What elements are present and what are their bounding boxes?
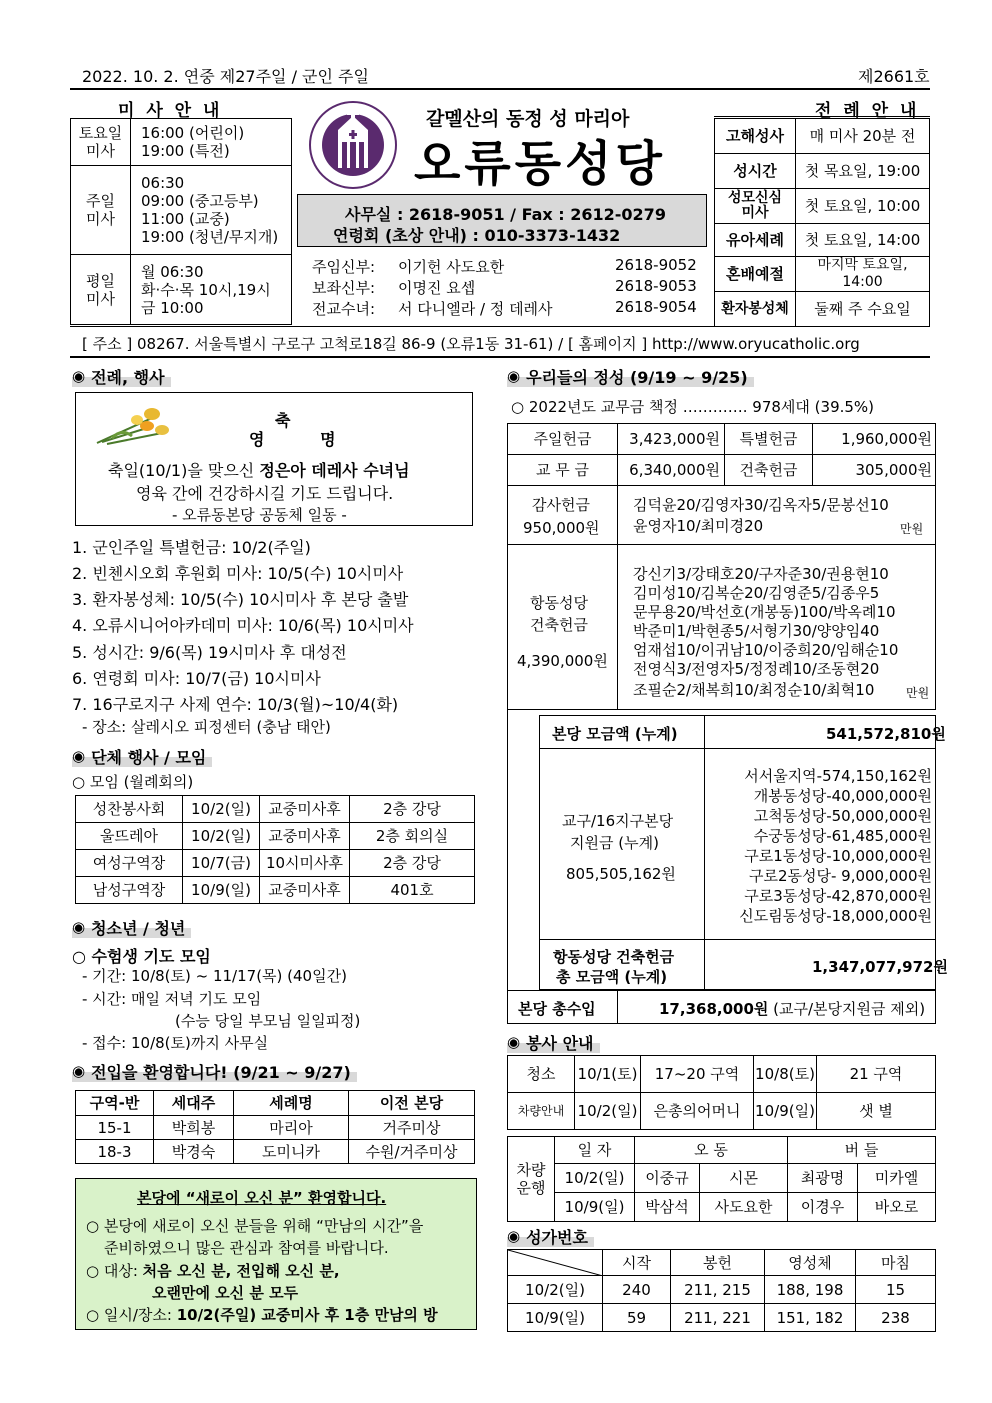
support-item: 수궁동성당-61,485,000원 (753, 827, 932, 845)
section-bullet-icon: ◉ (72, 747, 86, 765)
welcome-cell: 도미니카 (234, 1140, 349, 1164)
offering-cell (813, 424, 936, 455)
hymn-cell: 10/9(일) (508, 1304, 603, 1332)
hymn-cell: 59 (603, 1304, 671, 1332)
section-service (507, 1031, 600, 1053)
grand-total-label: 항동성당 건축헌금 (553, 948, 675, 966)
parish-name: 오류동성당 (414, 136, 666, 192)
liturgy-value: 첫 토요일, 10:00 (796, 189, 930, 224)
newcomer-line: 준비하였으니 많은 관심과 참여를 바랍니다. (104, 1239, 389, 1257)
offering-table-top (507, 423, 936, 486)
liturgy-key: 혼배예절 (715, 257, 796, 292)
support-item: 구로2동성당- 9,000,000원 (748, 867, 932, 885)
group-cell: 10/2(일) (183, 796, 260, 823)
hymn-corner (508, 1250, 603, 1276)
congrats-line-1 (108, 458, 410, 481)
liturgy-key: 고해성사 (715, 119, 796, 154)
offering-cell: 주일헌금 (508, 424, 618, 455)
liturgy-title: 전 례 안 내 (815, 101, 920, 121)
building-names: 김미성10/김복순20/김영준5/김종우5 (633, 584, 880, 602)
youth-subtitle: ○ 수험생 기도 모임 (72, 947, 211, 966)
service-cell: 차량안내 (508, 1093, 575, 1130)
driving-cell: 사도요한 (700, 1193, 788, 1222)
congrats-honoree: 정은아 데레사 수녀님 (259, 461, 410, 480)
service-table (507, 1055, 936, 1130)
staff-name: 서 다니엘라 / 정 데레사 (398, 300, 553, 318)
group-cell: 남성구역장 (76, 877, 183, 904)
driving-header: 버 들 (788, 1137, 936, 1164)
hymn-cell: 211, 221 (671, 1304, 765, 1332)
unit-label: 만원 (900, 522, 924, 536)
offering-cell: 건축헌금 (725, 455, 813, 486)
building-names: 박준미1/박현종5/서형기30/양양임40 (633, 622, 880, 640)
income-value (659, 998, 925, 1019)
service-cell: 10/8(토) (754, 1056, 817, 1093)
grand-total-divider (704, 940, 705, 990)
support-amount: 805,505,162원 (566, 865, 676, 883)
staff-phone: 2618-9054 (615, 298, 697, 316)
hymn-header: 봉헌 (671, 1250, 765, 1276)
welcome-cell: 18-3 (76, 1140, 154, 1164)
offering-cell (618, 455, 725, 486)
driving-cell: 10/2(일) (555, 1164, 635, 1193)
hymn-cell: 238 (856, 1304, 936, 1332)
newcomer-title: 본당에 “새로이 오신 분” 환영합니다. (137, 1189, 387, 1207)
hymn-cell: 240 (603, 1276, 671, 1304)
groups-subtitle: ○ 모임 (월례회의) (72, 773, 194, 791)
issue-date: 2022. 10. 2. 연중 제27주일 / 군인 주일 (82, 67, 369, 86)
thanks-amount: 950,000원 (523, 519, 600, 537)
mass-time: 월 06:30 (141, 262, 204, 281)
building-names: 엄재섭10/이귀남10/이중희20/임해순10 (633, 641, 899, 659)
liturgy-table (714, 118, 930, 327)
driving-table (507, 1136, 936, 1222)
youth-line: - 시간: 매일 저녁 기도 모임 (82, 990, 262, 1008)
liturgy-key: 성시간 (715, 154, 796, 189)
support-item: 서서울지역-574,150,162원 (744, 767, 932, 785)
offering-cell (618, 424, 725, 455)
offering-amount: 6,340,000원 (629, 461, 720, 479)
support-item: 개봉동성당-40,000,000원 (753, 787, 932, 805)
driving-cell: 미카엘 (858, 1164, 936, 1193)
section-title: 우리들의 정성 (9/19 ~ 9/25) (526, 367, 748, 387)
groups-table (75, 795, 475, 904)
parish-seal (308, 100, 398, 190)
building-names: 문무용20/박선호(개봉동)100/박옥례10 (633, 603, 896, 621)
section-title: 성가번호 (526, 1227, 588, 1247)
section-title: 단체 행사 / 모임 (91, 747, 207, 767)
mass-sat-times (131, 119, 292, 166)
service-cell: 10/9(일) (754, 1093, 817, 1130)
section-bullet-icon: ◉ (507, 1227, 521, 1245)
mass-time: 06:30 (141, 174, 185, 192)
liturgy-title-rule (714, 116, 930, 117)
staff-name: 이기헌 사도요한 (398, 258, 505, 276)
liturgy-value: 매 미사 20분 전 (796, 119, 930, 154)
parish-subtitle: 갈멜산의 동정 성 마리아 (426, 108, 630, 130)
group-cell: 2층 회의실 (350, 823, 475, 850)
driving-label: 차량 운행 (508, 1137, 555, 1222)
section-title: 전입을 환영합니다! (9/21 ~ 9/27) (91, 1062, 351, 1082)
section-welcome (72, 1060, 357, 1082)
mass-weekday-times (131, 255, 292, 325)
liturgy-key: 성모신심 미사 (715, 189, 796, 224)
service-cell: 17~20 구역 (641, 1056, 754, 1093)
section-offering (507, 365, 754, 387)
address-line: [ 주소 ] 08267. 서울특별시 구로구 고척로18길 86-9 (오류1동 31-61) / [ 홈페이지 ] http://www.oryucatholic.org (82, 335, 860, 353)
support-item: 신도림동성당-18,000,000원 (739, 907, 932, 925)
liturgy-value: 마지막 토요일, 14:00 (796, 257, 930, 292)
liturgy-key: 환자봉성체 (715, 292, 796, 327)
mass-table (70, 118, 292, 325)
offering-cell: 특별헌금 (725, 424, 813, 455)
welcome-table (75, 1090, 475, 1164)
section-bullet-icon: ◉ (507, 1033, 521, 1051)
group-cell: 성찬봉사회 (76, 796, 183, 823)
group-cell: 울뜨레아 (76, 823, 183, 850)
income-note: (교구/본당지원금 제외) (773, 1000, 926, 1018)
thanks-label: 감사헌금 (532, 496, 590, 514)
building-label: 항동성당 (530, 594, 588, 612)
support-item: 고척동성당-50,000,000원 (753, 807, 932, 825)
parish-total-value: 541,572,810원 (826, 725, 946, 743)
staff-name: 이명진 요셉 (398, 279, 476, 297)
driving-header: 오 동 (635, 1137, 788, 1164)
funeral-phone: 연령회 (초상 안내) : 010-3373-1432 (333, 226, 621, 245)
mass-time: 금 10:00 (141, 298, 204, 317)
thanks-names: 윤영자10/최미경20 (633, 517, 764, 535)
event-item: 2. 빈첸시오회 후원회 미사: 10/5(수) 10시미사 (72, 564, 404, 583)
hymn-cell: 151, 182 (765, 1304, 856, 1332)
driving-cell: 10/9(일) (555, 1193, 635, 1222)
parish-total-label: 본당 모금액 (누계) (552, 725, 678, 743)
mass-time: 09:00 (중고등부) (141, 192, 259, 210)
offering-cell (813, 455, 936, 486)
event-item: 5. 성시간: 9/6(목) 19시미사 후 대성전 (72, 643, 347, 662)
mass-time: 16:00 (어린이) (141, 124, 245, 142)
welcome-header: 구역-반 (76, 1091, 154, 1116)
service-cell: 10/2(일) (575, 1093, 641, 1130)
driving-cell: 박삼석 (635, 1193, 700, 1222)
mass-sun-times (131, 166, 292, 255)
income-amount: 17,368,000원 (659, 1000, 769, 1018)
building-names: 전영식3/전영자5/정정례10/조동현20 (633, 660, 880, 678)
mass-weekday-label: 평일 미사 (71, 255, 131, 325)
group-cell: 교중미사후 (260, 877, 350, 904)
event-item: 1. 군인주일 특별헌금: 10/2(주일) (72, 538, 311, 557)
welcome-cell: 수원/거주미상 (349, 1140, 475, 1164)
newcomer-when (86, 1304, 438, 1325)
support-divider (704, 749, 705, 940)
driving-header: 일 자 (555, 1137, 635, 1164)
service-cell: 10/1(토) (575, 1056, 641, 1093)
newcomer-when-label: ○ 일시/장소: (86, 1306, 177, 1324)
newcomer-target-value: 처음 오신 분, 전입해 오신 분, (142, 1262, 340, 1280)
section-title: 전례, 행사 (91, 367, 165, 387)
section-youth (72, 916, 191, 938)
building-amount: 4,390,000원 (517, 652, 608, 670)
section-title: 봉사 안내 (526, 1033, 594, 1053)
office-phone: 사무실 : 2618-9051 / Fax : 2612-0279 (345, 205, 666, 224)
section-bullet-icon: ◉ (507, 367, 521, 385)
congrats-line-3: - 오류동본당 공동체 일동 - (172, 506, 347, 524)
offering-amount: 305,000원 (855, 461, 932, 479)
support-label: 교구/16지구본당 (562, 812, 674, 830)
newcomer-target-label: ○ 대상: (86, 1262, 143, 1280)
parish-total-divider (704, 715, 705, 749)
offering-amount: 3,423,000원 (629, 430, 720, 448)
hymn-header: 영성체 (765, 1250, 856, 1276)
thanks-divider (617, 485, 618, 545)
group-cell: 10시미사후 (260, 850, 350, 877)
hymns-table (507, 1249, 936, 1332)
staff-phone: 2618-9053 (615, 277, 697, 295)
hymn-cell: 211, 215 (671, 1276, 765, 1304)
unit-label: 만원 (906, 686, 930, 700)
section-bullet-icon: ◉ (72, 367, 86, 385)
youth-line: - 기간: 10/8(토) ~ 11/17(목) (40일간) (82, 967, 347, 985)
group-cell: 여성구역장 (76, 850, 183, 877)
group-cell: 교중미사후 (260, 823, 350, 850)
staff-role: 보좌신부: (312, 279, 376, 297)
mass-time: 11:00 (교중) (141, 210, 230, 228)
grand-total-label: 총 모금액 (누계) (556, 968, 668, 986)
top-rule (70, 88, 930, 90)
mass-sun-label: 주일 미사 (71, 166, 131, 255)
welcome-cell: 박희봉 (154, 1116, 234, 1140)
income-label: 본당 총수입 (518, 1000, 596, 1018)
thanks-names: 김덕윤20/김영자30/김옥자5/문봉선10 (633, 496, 889, 514)
offering-cell: 교 무 금 (508, 455, 618, 486)
building-divider (617, 545, 618, 710)
event-item: 3. 환자봉성체: 10/5(수) 10시미사 후 본당 출발 (72, 590, 409, 609)
service-cell: 은총의어머니 (641, 1093, 754, 1130)
address-bottom-rule (70, 356, 930, 358)
event-item: 4. 오류시니어아카데미 미사: 10/6(목) 10시미사 (72, 616, 414, 635)
liturgy-key: 유아세례 (715, 224, 796, 257)
youth-line: (수능 당일 부모님 일일피정) (175, 1012, 361, 1030)
section-events (72, 365, 171, 387)
event-item: 6. 연령회 미사: 10/7(금) 10시미사 (72, 669, 321, 688)
service-cell: 청소 (508, 1056, 575, 1093)
liturgy-value: 첫 목요일, 19:00 (796, 154, 930, 189)
newcomer-target (86, 1260, 340, 1281)
hymn-cell: 188, 198 (765, 1276, 856, 1304)
building-names: 강신기3/강태호20/구자준30/권용현10 (633, 565, 889, 583)
newcomer-when-value: 10/2(주일) 교중미사 후 1층 만남의 방 (176, 1306, 438, 1324)
driving-cell: 이중규 (635, 1164, 700, 1193)
group-cell: 2층 강당 (350, 796, 475, 823)
group-cell: 2층 강당 (350, 850, 475, 877)
welcome-cell: 마리아 (234, 1116, 349, 1140)
hymn-cell: 10/2(일) (508, 1276, 603, 1304)
welcome-header: 세대주 (154, 1091, 234, 1116)
section-groups (72, 745, 212, 767)
congrats-line-1-prefix: 축일(10/1)을 맞으신 (108, 461, 260, 480)
event-item-note: - 장소: 살레시오 피정센터 (충남 태안) (82, 718, 331, 736)
group-cell: 401호 (350, 877, 475, 904)
hymn-header: 마침 (856, 1250, 936, 1276)
address-top-rule (70, 326, 930, 327)
congrats-title: 축 (275, 411, 291, 430)
section-bullet-icon: ◉ (72, 918, 86, 936)
staff-role: 주임신부: (312, 258, 376, 276)
section-hymns (507, 1225, 594, 1247)
liturgy-value: 첫 토요일, 14:00 (796, 224, 930, 257)
newcomer-line: 오랜만에 오신 분 모두 (152, 1284, 299, 1302)
staff-role: 전교수녀: (312, 300, 376, 318)
section-bullet-icon: ◉ (72, 1062, 86, 1080)
support-item: 구로3동성당-42,870,000원 (744, 887, 932, 905)
mass-time: 19:00 (청년/무지개) (141, 228, 279, 246)
grand-total-value: 1,347,077,972원 (812, 958, 948, 976)
congrats-line-2: 영육 간에 건강하시길 기도 드립니다. (136, 484, 394, 503)
building-names: 조필순2/채복희10/최정순10/최혁10 (633, 681, 875, 699)
liturgy-value: 둘째 주 수요일 (796, 292, 930, 327)
offering-amount: 1,960,000원 (841, 430, 932, 448)
mass-title: 미 사 안 내 (118, 101, 223, 121)
group-cell: 10/9(일) (183, 877, 260, 904)
hymn-cell: 15 (856, 1276, 936, 1304)
issue-number: 제2661호 (858, 67, 930, 86)
hymn-header: 시작 (603, 1250, 671, 1276)
offering-quota: ○ 2022년도 교무금 책정 …………. 978세대 (39.5%) (511, 398, 875, 416)
congrats-title-2: 영 명 (249, 430, 336, 449)
driving-cell: 최광명 (788, 1164, 858, 1193)
welcome-header: 이전 본당 (349, 1091, 475, 1116)
staff-phone: 2618-9052 (615, 256, 697, 274)
mass-time: 19:00 (특전) (141, 142, 230, 160)
support-label: 지원금 (누계) (570, 834, 659, 852)
welcome-cell: 박경숙 (154, 1140, 234, 1164)
group-cell: 10/2(일) (183, 823, 260, 850)
group-cell: 10/7(금) (183, 850, 260, 877)
service-cell: 샛 별 (817, 1093, 936, 1130)
offering-left-border (507, 710, 508, 990)
event-item: 7. 16구로지구 사제 연수: 10/3(월)~10/4(화) (72, 695, 399, 714)
income-divider (617, 990, 618, 1024)
youth-line: - 접수: 10/8(토)까지 사무실 (82, 1034, 269, 1052)
welcome-cell: 15-1 (76, 1116, 154, 1140)
welcome-header: 세례명 (234, 1091, 349, 1116)
group-cell: 교중미사후 (260, 796, 350, 823)
section-title: 청소년 / 청년 (91, 918, 186, 938)
service-cell: 21 구역 (817, 1056, 936, 1093)
mass-sat-label: 토요일 미사 (71, 119, 131, 166)
support-list (710, 766, 932, 926)
mass-time: 화·수·목 10시,19시 (141, 280, 271, 299)
flower-icon (92, 398, 172, 448)
building-label: 건축헌금 (530, 616, 588, 634)
driving-cell: 바오로 (858, 1193, 936, 1222)
support-item: 구로1동성당-10,000,000원 (744, 847, 932, 865)
driving-cell: 이경우 (788, 1193, 858, 1222)
newcomer-line: ○ 본당에 새로이 오신 분들을 위해 “만남의 시간”을 (86, 1217, 424, 1235)
driving-cell: 시몬 (700, 1164, 788, 1193)
welcome-cell: 거주미상 (349, 1116, 475, 1140)
